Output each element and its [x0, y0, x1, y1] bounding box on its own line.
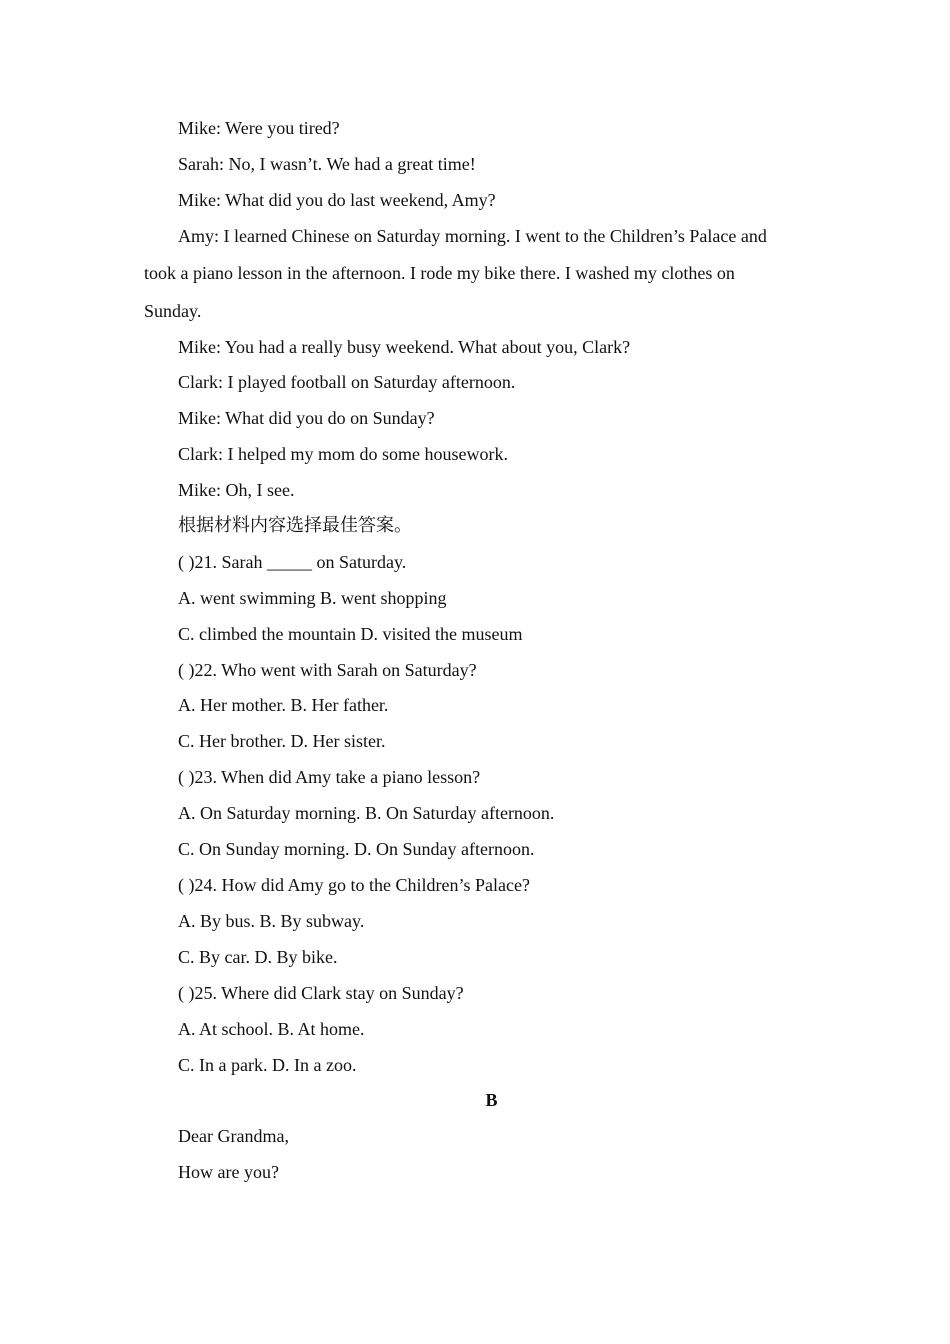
question-stem: ( )22. Who went with Sarah on Saturday? [178, 660, 477, 680]
question-options: C. On Sunday morning. D. On Sunday afternoon. [178, 839, 535, 859]
question-stem: ( )21. Sarah _____ on Saturday. [178, 552, 407, 572]
dialogue-line: Sunday. [144, 301, 202, 321]
question-options: A. went swimming B. went shopping [178, 588, 447, 608]
question-stem: ( )25. Where did Clark stay on Sunday? [178, 983, 464, 1003]
question-options: A. On Saturday morning. B. On Saturday afternoon. [178, 803, 555, 823]
dialogue-line: Mike: You had a really busy weekend. What about you, Clark? [178, 337, 631, 357]
letter-line: Dear Grandma, [178, 1126, 289, 1146]
dialogue-line: Mike: Oh, I see. [178, 480, 295, 500]
question-options: A. By bus. B. By subway. [178, 911, 365, 931]
question-stem: ( )24. How did Amy go to the Children’s Palace? [178, 875, 530, 895]
question-options: A. At school. B. At home. [178, 1019, 365, 1039]
question-options: A. Her mother. B. Her father. [178, 695, 389, 715]
dialogue-line: took a piano lesson in the afternoon. I rode my bike there. I washed my clothes on [144, 263, 735, 283]
dialogue-line: Amy: I learned Chinese on Saturday morning. I went to the Children’s Palace and [178, 226, 767, 246]
dialogue-line: Mike: Were you tired? [178, 118, 340, 138]
dialogue-line: Clark: I played football on Saturday afternoon. [178, 372, 516, 392]
letter-line: How are you? [178, 1162, 279, 1182]
instruction-text: 根据材料内容选择最佳答案。 [178, 515, 412, 536]
dialogue-line: Sarah: No, I wasn’t. We had a great time! [178, 154, 476, 174]
dialogue-line: Mike: What did you do last weekend, Amy? [178, 190, 496, 210]
question-options: C. climbed the mountain D. visited the museum [178, 624, 523, 644]
dialogue-line: Mike: What did you do on Sunday? [178, 408, 435, 428]
question-options: C. By car. D. By bike. [178, 947, 338, 967]
question-options: C. Her brother. D. Her sister. [178, 731, 386, 751]
question-stem: ( )23. When did Amy take a piano lesson? [178, 767, 481, 787]
dialogue-line: Clark: I helped my mom do some housework. [178, 444, 508, 464]
section-heading: B [485, 1090, 498, 1110]
question-options: C. In a park. D. In a zoo. [178, 1055, 357, 1075]
